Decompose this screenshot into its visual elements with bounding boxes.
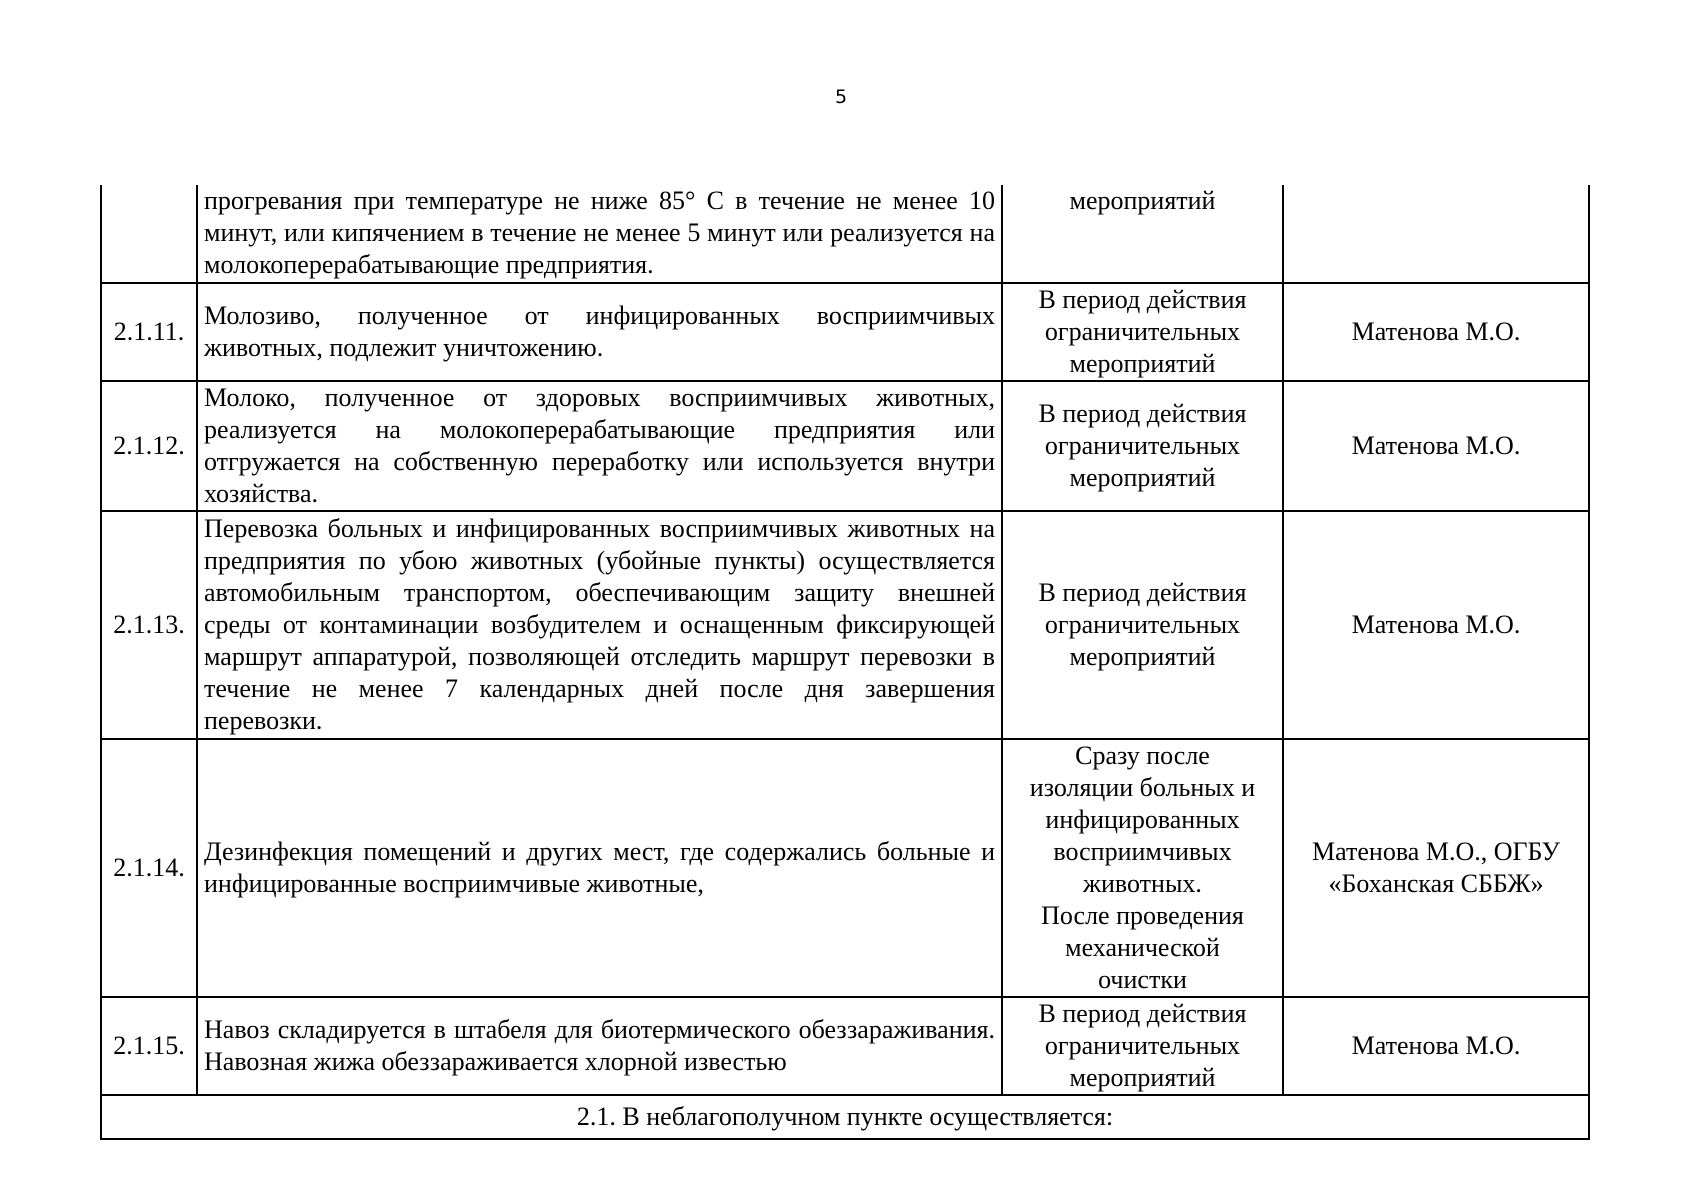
item-period <box>1002 739 1283 997</box>
item-number: 2.1.15. <box>101 997 197 1095</box>
item-description: Дезинфекция помещений и других мест, где содержались больные и инфицированные восприимчивые животные, <box>197 739 1002 997</box>
table-row <box>101 739 1589 997</box>
table-row <box>101 381 1589 511</box>
item-responsible: Матенова М.О. <box>1283 283 1589 381</box>
table-row <box>101 511 1589 739</box>
item-description: Навоз складируется в штабеля для биотермического обеззараживания. Навозная жижа обеззараживается хлорной известью <box>197 997 1002 1095</box>
item-number: 2.1.14. <box>101 739 197 997</box>
period-line: изоляции больных и <box>1029 773 1256 802</box>
period-line: восприимчивых <box>1053 837 1232 866</box>
item-period: В период действия ограничительных мероприятий <box>1002 283 1283 381</box>
item-description: Перевозка больных и инфицированных восприимчивых животных на предприятия по убою животных (убойные пункты) осуществляется автомобильным транспортом, обеспечивающим защиту внешней среды от контаминации возбудителем и оснащенным фиксирующей маршрут аппаратурой, позволяющей отследить маршрут перевозки в течение не менее 7 календарных дней после дня завершения перевозки. <box>197 511 1002 739</box>
section-header: 2.1. В неблагополучном пункте осуществляется: <box>101 1095 1589 1139</box>
item-period: мероприятий <box>1002 185 1283 283</box>
item-responsible: Матенова М.О. <box>1283 381 1589 511</box>
page-number: 5 <box>834 86 848 108</box>
item-responsible <box>1283 739 1589 997</box>
responsible-line: «Боханская СББЖ» <box>1328 869 1544 898</box>
period-line: После проведения <box>1041 901 1244 930</box>
period-line: животных. <box>1083 869 1202 898</box>
period-line: Сразу после <box>1075 741 1210 770</box>
item-responsible: Матенова М.О. <box>1283 997 1589 1095</box>
table-row <box>101 283 1589 381</box>
item-number: 2.1.13. <box>101 511 197 739</box>
table-row <box>101 185 1589 283</box>
measures-table <box>100 185 1590 1140</box>
section-header-row <box>101 1095 1589 1139</box>
item-description: Молозиво, полученное от инфицированных восприимчивых животных, подлежит уничтожению. <box>197 283 1002 381</box>
item-responsible: Матенова М.О. <box>1283 511 1589 739</box>
responsible-line: Матенова М.О., ОГБУ <box>1312 837 1560 866</box>
item-period: В период действия ограничительных мероприятий <box>1002 381 1283 511</box>
item-number <box>101 185 197 283</box>
item-description: прогревания при температуре не ниже 85° С в течение не менее 10 минут, или кипячением в течение не менее 5 минут или реализуется на молокоперерабатывающие предприятия. <box>197 185 1002 283</box>
period-line: очистки <box>1098 965 1187 994</box>
item-number: 2.1.11. <box>101 283 197 381</box>
period-line: механической <box>1065 933 1220 962</box>
period-line: инфицированных <box>1045 805 1240 834</box>
item-period: В период действия ограничительных мероприятий <box>1002 997 1283 1095</box>
table-row <box>101 997 1589 1095</box>
item-description: Молоко, полученное от здоровых восприимчивых животных, реализуется на молокоперерабатывающие предприятия или отгружается на собственную переработку или используется внутри хозяйства. <box>197 381 1002 511</box>
item-responsible <box>1283 185 1589 283</box>
item-number: 2.1.12. <box>101 381 197 511</box>
item-period: В период действия ограничительных мероприятий <box>1002 511 1283 739</box>
